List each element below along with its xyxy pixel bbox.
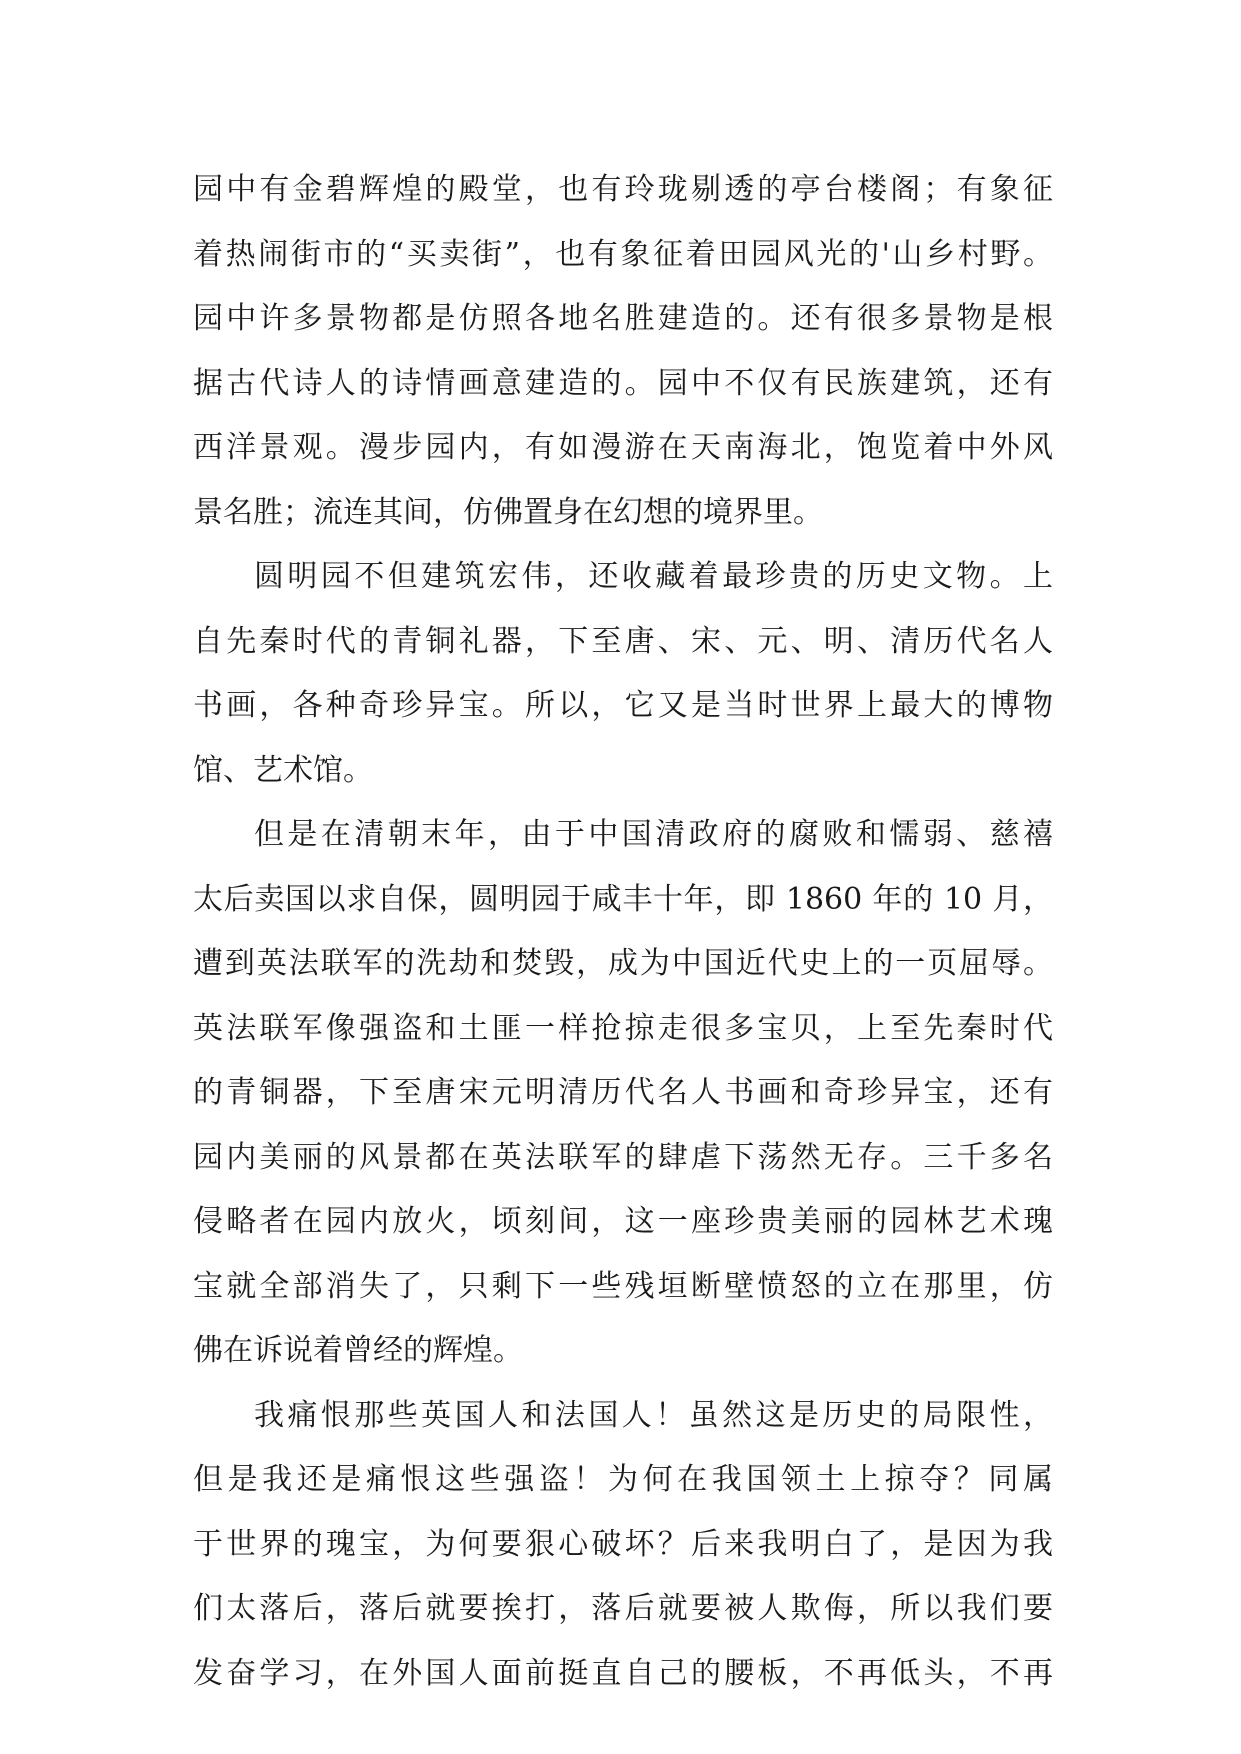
text-line: 书画，各种奇珍异宝。所以，它又是当时世界上最大的博物: [193, 688, 1053, 723]
body-text: [193, 158, 1053, 1706]
text-line: 遭到英法联军的洗劫和焚毁，成为中国近代史上的一页屈辱。: [193, 946, 1053, 981]
text-line: 发奋学习，在外国人面前挺直自己的腰板，不再低头，不再: [193, 1655, 1053, 1691]
text-line: 的青铜器，下至唐宋元明清历代名人书画和奇珍异宝，还有: [193, 1075, 1053, 1110]
text-line: 圆明园不但建筑宏伟，还收藏着最珍贵的历史文物。上: [254, 559, 1053, 594]
text-line: 着热闹街市的“买卖街”，也有象征着田园风光的'山乡村野。: [193, 236, 1053, 272]
text-line: 景名胜；流连其间，仿佛置身在幻想的境界里。: [193, 494, 823, 530]
text-line: 我痛恨那些英国人和法国人！虽然这是历史的局限性，: [254, 1397, 1053, 1433]
text-line: 西洋景观。漫步园内，有如漫游在天南海北，饱览着中外风: [193, 430, 1053, 465]
text-line: 但是在清朝末年，由于中国清政府的腐败和懦弱、慈禧: [254, 817, 1053, 852]
text-line: 宝就全部消失了，只剩下一些残垣断壁愤怒的立在那里，仿: [193, 1268, 1053, 1304]
text-line: 园中许多景物都是仿照各地名胜建造的。还有很多景物是根: [193, 301, 1053, 336]
text-line: 自先秦时代的青铜礼器，下至唐、宋、元、明、清历代名人: [193, 623, 1053, 659]
text-line: 园中有金碧辉煌的殿堂，也有玲珑剔透的亭台楼阁；有象征: [193, 172, 1053, 207]
text-line: 但是我还是痛恨这些强盗！为何在我国领土上掠夺？同属: [193, 1462, 1053, 1497]
text-line: 据古代诗人的诗情画意建造的。园中不仅有民族建筑，还有: [193, 365, 1053, 401]
text-line: 佛在诉说着曾经的辉煌。: [193, 1333, 523, 1368]
text-line: 英法联军像强盗和土匪一样抢掠走很多宝贝，上至先秦时代: [193, 1010, 1053, 1046]
text-line: 馆、艺术馆。: [193, 752, 373, 788]
text-line: 太后卖国以求自保，圆明园于咸丰十年，即 1860 年的 10 月，: [193, 881, 1053, 917]
text-line: 们太落后，落后就要挨打，落后就要被人欺侮，所以我们要: [193, 1591, 1053, 1626]
text-line: 侵略者在园内放火，顷刻间，这一座珍贵美丽的园林艺术瑰: [193, 1204, 1053, 1239]
text-line: 园内美丽的风景都在英法联军的肆虐下荡然无存。三千多名: [193, 1139, 1053, 1175]
text-line: 于世界的瑰宝，为何要狠心破坏？后来我明白了，是因为我: [193, 1526, 1053, 1562]
